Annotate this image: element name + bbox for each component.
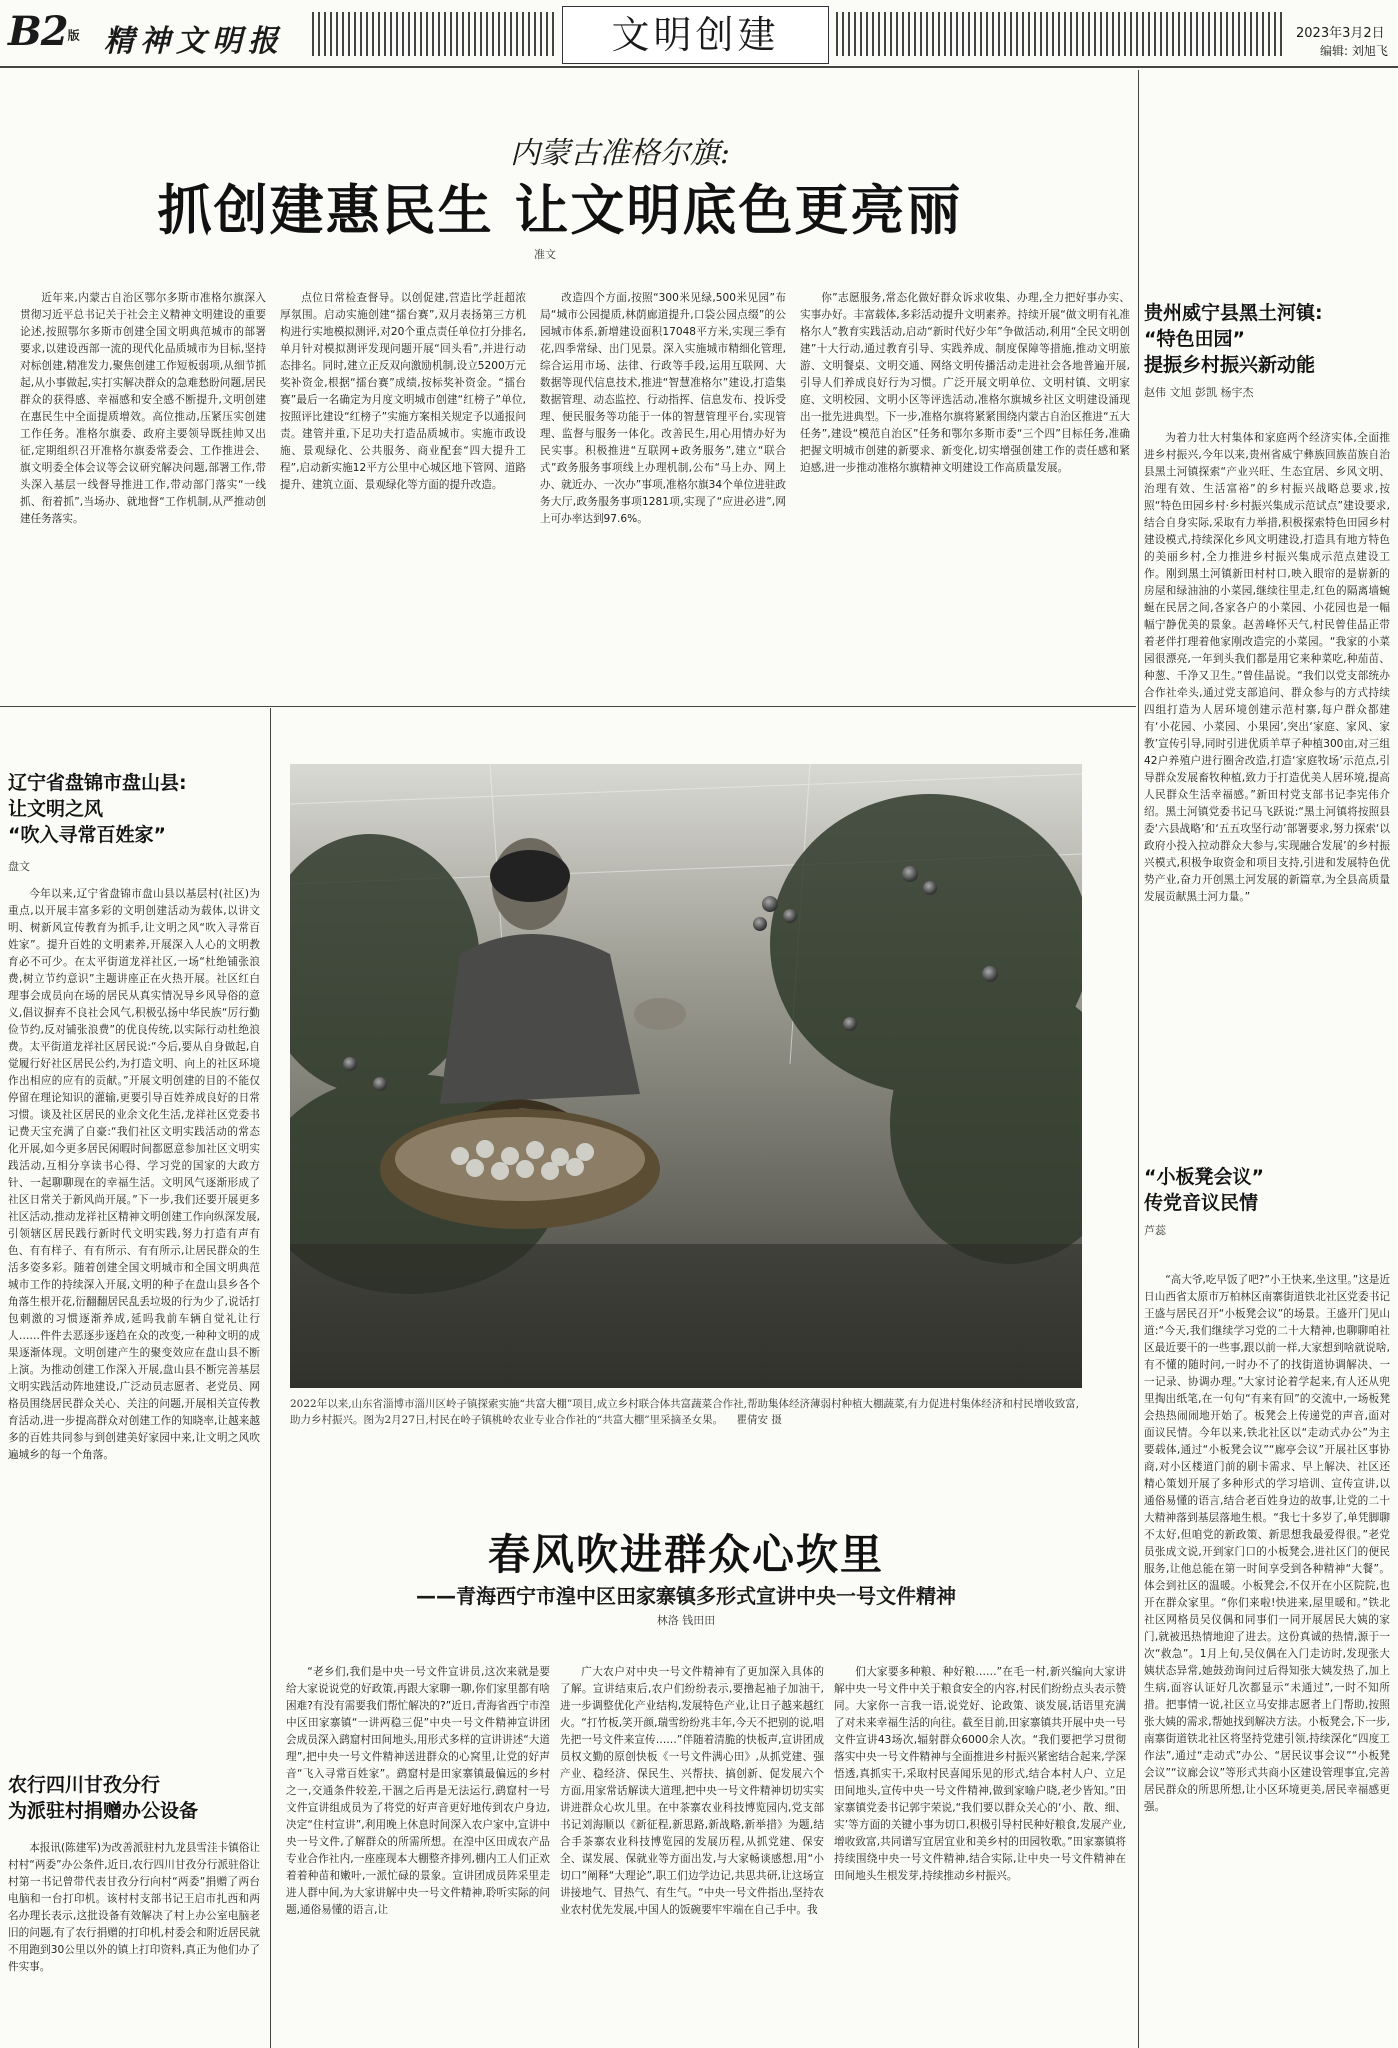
- bench-headline: [1144, 1164, 1390, 1216]
- masthead: [0, 0, 1398, 70]
- header-stripes: [312, 12, 554, 56]
- lead-column-1: 近年来,内蒙古自治区鄂尔多斯市准格尔旗深入贯彻习近平总书记关于社会主义精神文明建设的重要论述,按照鄂尔多斯市创建全国文明典范城市的部署要求,以建设西部一流的现代化品质城市为目标,坚持对标创建,精准发力,聚焦创建工作短板弱项,从细节抓起,从小事做起,实打实解决群众的急难愁盼问题,居民群众的获得感、幸福感和安全感不断提升,文明创建在惠民生中全面提质增效。高位推动,压紧压实创建工作任务。准格尔旗委、政府主要领导既挂帅又出征,定期组织召开准格尔旗委常委会、工作推进会、旗文明委全体会议等会议研究解决问题,部署工作,带头深入基层一线督导推进工作,带动部门落实“一线抓、衔着抓”,当场办、就地督“工作机制,从严推动创建任务落实。: [20, 292, 266, 525]
- photo-caption: [290, 1396, 1082, 1428]
- header-rule: [0, 66, 1398, 68]
- editor-credit: 编辑: 刘旭飞: [1320, 44, 1388, 58]
- lead-column-3: 改造四个方面,按照“300米见绿,500米见园”布局“城市公园提质,林荫廊道提升,口袋公园点缀”的公园城市体系,新增建设面积17048平方米,实现三季有花,四季常绿、出门见景。深入实施城市精细化管理,综合运用市场、法律、行政等手段,运用互联网、大数据等现代信息技术,推进“智慧准格尔”建设,打造集数据管理、动态监控、行动指挥、信息发布、投诉受理、便民服务等功能于一体的智慧管理平台,实现管理、监督与服务一体化。改善民生,用心用情办好为民实事。积极推进“互联网+政务服务”,建立“联合式”政务服务事项线上办理机制,公布“马上办、网上办、就近办、一次办”事项,准格尔旗34个单位进驻政务大厅,政务服务事项1281项,实现了“应进必进”,网上可办率达到97.6%。: [540, 292, 786, 525]
- left-column-divider: [270, 708, 271, 2048]
- paper-name: 精神文明报: [104, 24, 284, 59]
- lead-column-2: 点位日常检查督导。以创促建,营造比学赶超浓厚氛围。启动实施创建“擂台赛”,双月表扬第三方机构进行实地模拟测评,对20个重点责任单位打分排名,单月针对模拟测评发现问题开展“回头看”,并进行动态排名。同时,建立正反双向激励机制,设立5200万元奖补资金,根据“擂台赛”成绩,按标奖补资金。“擂台赛”最后一名确定为月度文明城市创建“红榜子”单位,按照评比建设“红榜子”实施方案相关规定予以通报问责。建管并重,下足功夫打造品质城市。实施市政设施、景观绿化、公共服务、商业配套“四大提升工程”,启动新实施12平方公里中心城区地下管网、道路提升、建筑立面、景观绿化等方面的提升改造。: [280, 292, 526, 491]
- bench-body: “高大爷,吃早饭了吧?”小王快来,坐这里。”这是近日山西省太原市万柏林区南寨街道铁北社区党委书记王盛与居民召开“小板凳会议”的场景。王盛开门见山道:“今天,我们继续学习党的二十大精神,也聊聊咱社区最近要干的一些事,跟以前一样,大家想到啥就说啥,有不懂的随时问,一时办不了的找街道协调解决、一一记录、协调办理。”大家讨论着学起来,有人还从兜里掏出纸笔,在一句句“有来有回”的交流中,一场板凳会热热闹闹地开始了。板凳会上传递党的声音,面对面议民情。今年以来,铁北社区以“走动式办公”为主要载体,通过“小板凳会议”“廊亭会议”开展社区事协商,对小区楼道门前的刷卡需求、早上解决、社区还精心策划开展了多种形式的学习培训、宣传宣讲,以通俗易懂的语言,结合老百姓身边的故事,让党的二十大精神落到基层落地生根。“我七十多岁了,单凭脚聊不太好,但咱党的新政策、新思想我最爱得很。”老党员张成文说,开到家门口的小板凳会,进社区门的便民服务,让他总能在第一时间享受到各种精神“大餐”。体会到社区的温暖。小板凳会,不仅开在小区院院,也开在群众家里。“你们来啦!快进来,屋里暖和。”铁北社区网格员吴仪偶和同事们一同开展居民大姨的家门,就被迅热情地迎了进去。这份真诚的热情,源于一次“救急”。1月上旬,吴仪偶在入门走访时,发现张大姨状态异常,她鼓劲询问过后得知张大姨发热了,加上生病,面容认证好几次都显示“未通过”,一时不知所措。把事情一说,社区立马安排志愿者上门帮助,按照张大姨的需求,帮她找到解决方法。小板凳会,下一步,南寨街道铁北社区将坚持党建引领,持续深化“四度工作法”,通过“走动式”办公、“居民议事会议”“小板凳会议”“议廊会议”等形式共商小区建设管理事宜,完善居民群众的所思所想,让小区环境更美,居民幸福感更强。: [1144, 1274, 1390, 1813]
- bench-headline-line2: 传党音议民情: [1144, 1192, 1259, 1214]
- liaoning-headline: [8, 770, 258, 848]
- guizhou-headline-line3: 提振乡村振兴新动能: [1144, 354, 1316, 376]
- liaoning-byline: 盘文: [8, 860, 30, 873]
- photo-credit: 瞿倩安 摄: [736, 1414, 782, 1426]
- guizhou-body: 为着力壮大村集体和家庭两个经济实体,全面推进乡村振兴,今年以来,贵州省威宁彝族回族苗族自治县黑土河镇探索“产业兴旺、生态宜居、乡风文明、治理有效、生活富裕”的乡村振兴战略总要求,按照“特色田园乡村·乡村振兴集成示范试点”建设要求,结合自身实际,采取有力举措,积极探索特色田园乡村建设模式,持续深化乡风文明建设,打造具有地方特色的美丽乡村,全力推进乡村振兴集成示范点建设工作。刚到黑土河镇新田村村口,映入眼帘的是崭新的房屋和绿油油的小菜园,继续往里走,红色的隔离墙蜿蜒在民居之间,各家各户的小菜园、小花园也是一幅幅宁静优美的景象。赵善峰怀天气,村民曾佳晶正带着老伴打理着他家刚改造完的小菜园。“我家的小菜园很漂亮,一年到头我们都是用它来种菜吃,种茄苗、种葱、千净又卫生。”曾佳晶说。“我们以党支部统办合作社牵头,通过党支部追问、群众参与的方式持续四组打造为人居环境创建示范村寨,每户群众都建有‘小花园、小菜园、小果园’,突出‘家庭、家风、家教’宣传引导,同时引进优质羊草子种植300亩,对三组42户养殖户进行圈舍改造,打造‘家庭牧场’示范点,引导群众发展畜牧种植,致力于打造优美人居环境,提高人民群众生活幸福感。”新田村党支部书记李宪伟介绍。黑土河镇党委书记马飞跃说:“黑土河镇将按照县委‘六县战略’和‘五五攻坚行动’部署要求,努力探索‘以政府小投入拉动群众大参与,实现融合发展’的乡村振兴模式,积极争取资金和项目支持,引进和发展特色优势产业,奋力开创黑土河发展的新篇章,为全县高质量发展贡献黑土河力量。”: [1144, 432, 1390, 903]
- qinghai-column-1: “老乡们,我们是中央一号文件宣讲员,这次来就是要给大家说说党的好政策,再跟大家聊一聊,你们家里都有啥困难?有没有需要我们帮忙解决的?”近日,青海省西宁市湟中区田家寨镇“一讲两稳三促”中央一号文件精神宣讲团会成员深入鹞窟村田间地头,用形式多样的宣讲讲述“大道理”,把中央一号文件精神送进群众的心窝里,让党的好声音“飞入寻常百姓家”。鹞窟村是田家寨镇最偏远的乡村之一,交通条件较差,干涸之后再是无法运行,鹞窟村一号文件宣讲组成员为了将党的好声音更好地传到农户身边,决定“住村宣讲”,利用晚上休息时间深入农户家中,宣讲中央一号文件,了解群众的所需所想。在湟中区田成农产品专业合作社内,一座座现本大棚整齐排列,棚内工人们正欢着着种苗和嫩叶,一派忙碌的景象。宣讲团成员阵采里走进人群中间,为大家讲解中央一号文件精神,聆听实际的问题,通俗易懂的语言,让: [286, 1666, 550, 1916]
- photo-caption-text: 2022年以来,山东省淄博市淄川区岭子镇探索实施“共富大棚”项目,成立乡村联合体共富蔬菜合作社,帮助集体经济薄弱村种植大棚蔬菜,有力促进村集体经济和村民增收致富,助力乡村振兴。图为2月27日,村民在岭子镇桃岭农业专业合作社的“共富大棚”里采摘圣女果。: [290, 1398, 1080, 1426]
- qinghai-column-3: 们大家要多种粮、种好粮……”在毛一村,新兴编向大家讲解中央一号文件中关于粮食安全的内容,村民们纷纷点头表示赞同。大家你一言我一语,说党好、论政策、谈发展,话语里充满了对未来幸福生活的向往。截至目前,田家寨镇共开展中央一号文件宣讲43场次,辐射群众6000余人次。“我们要把学习贯彻落实中央一号文件精神与全面推进乡村振兴紧密结合起来,学深悟透,真抓实干,采取村民喜闻乐见的形式,结合本村人户、立足田间地头,宣传中央一号文件精神,做到家喻户晓,老少皆知。”田家寨镇党委书记郭宇荣说,“我们要以群众关心的‘小、散、细、实’等方面的关键小事为切口,积极引导村民种好粮食,发展产业,增收致富,共同谱写宜居宜业和美乡村的田园牧歌。”田家寨镇将持续围绕中央一号文件精神,结合实际,让中央一号文件精神在田间地头生根发芽,持续推动乡村振兴。: [834, 1666, 1126, 1882]
- qinghai-byline: 林洛 钱田田: [656, 1614, 716, 1627]
- liaoning-body: 今年以来,辽宁省盘锦市盘山县以基层村(社区)为重点,以开展丰富多彩的文明创建活动为载体,以讲文明、树新风宣传教育为抓手,让文明之风“吹入寻常百姓家”。提升百姓的文明素养,开展深入人心的文明教育必不可少。在太平街道龙祥社区,一场“杜绝铺张浪费,树立节约意识”主题讲座正在火热开展。社区红白理事会成员向在场的居民从真实情况导乡风导俗的意义,倡议摒弃不良社会风气,积极弘扬中华民族“厉行勤俭节约,反对铺张浪费”的优良传统,以实际行动杜绝浪费。太平街道龙祥社区居民说:“今后,要从自身做起,自觉履行好社区居民公约,为打造文明、向上的社区环境作出相应的应有的贡献。”开展文明创建的目的不能仅停留在理论知识的灌输,更要引导百姓养成良好的日常习惯。谈及社区居民的业余文化生活,龙祥社区党委书记费天宝充满了自豪:“我们社区文明实践活动的常态化开展,如今更多居民闲暇时间都愿意参加社区文明实践活动,互相分享读书心得、学习党的国家的大政方针、一起聊聊现在的幸福生活。文明风气逐渐形成了社区日常关于新风尚开展。”下一步,我们还要开展更多社区活动,推动龙祥社区精神文明创建工作向纵深发展,引领辖区居民践行新时代文明实践,努力打造有声有色、有有样子、有有所示、有有所示,让居民群众的生活多姿多彩。随着创建全国文明城市和全国文明典范城市工作的持续深入开展,文明的种子在盘山县乡各个角落生根开花,衍翻翻居民乱丢垃圾的行为少了,说话打包刺激的习惯逐渐养成,延吗我前车辆自觉礼让行人……件件去恶逐步逐趋在众的改变,一种种文明的成果逐渐体现。文明创建产生的聚变效应在盘山县不断上演。为推动创建工作深入开展,盘山县不断完善基层文明实践活动阵地建设,广泛动员志愿者、老党员、网格员围绕居民群众关心、关注的问题,开展相关宣传教育活动,进一步提高群众对创建工作的知晓率,让越来越多的百姓共同参与到创建美好家园中来,让文明之风吹遍城乡的每一个角落。: [8, 888, 260, 1461]
- page-suffix: 版: [67, 28, 79, 43]
- guizhou-headline: [1144, 300, 1390, 378]
- guizhou-byline: 赵伟 文旭 彭凯 杨宇杰: [1144, 386, 1254, 399]
- agribank-headline-line2: 为派驻村捐赠办公设备: [8, 1800, 199, 1822]
- liaoning-headline-line2: 让文明之风: [8, 798, 104, 820]
- liaoning-headline-line3: “吹入寻常百姓家”: [8, 824, 166, 846]
- guizhou-headline-line2: “特色田园”: [1144, 328, 1245, 350]
- liaoning-headline-line1: 辽宁省盘锦市盘山县:: [8, 772, 187, 794]
- issue-date: 2023年3月2日: [1296, 26, 1385, 41]
- lead-kicker: 内蒙古准格尔旗:: [509, 136, 731, 171]
- guizhou-headline-line1: 贵州威宁县黑土河镇:: [1144, 302, 1323, 324]
- section-title: 文明创建: [562, 6, 829, 64]
- agribank-headline: [8, 1772, 260, 1824]
- qinghai-column-2: 广大农户对中央一号文件精神有了更加深入具体的了解。宣讲结束后,农户们纷纷表示,要撸起袖子加油干,进一步调整优化产业结构,发展特色产业,让日子越来越红火。“打竹板,笑开颜,瑞雪纷纷兆丰年,今天不把别的说,唱先把一号文件来宣传……”伴随着清脆的快板声,宣讲团成员权文勤的原创快板《一号文件满心田》,从抓党建、强产业、稳经济、保民生、兴帮扶、搞创新、促发展六个方面,用家常话解读大道理,把中央一号文件精神切切实实讲进群众心坎儿里。在中茶寨农业科技博览园内,党支部书记刘海顺以《新征程,新思路,新战略,新举措》为题,结合手茶寨农业科技博览园的发展历程,从抓党建、保安全、谋发展、保就业等方面出发,与大家畅谈感想,用“小切口”阐释“大理论”,职工们边学边记,共思共研,让这场宣讲接地气、冒热气、有生气。“中央一号文件指出,坚持农业农村优先发展,中国人的饭碗要牢牢端在自己手中。我: [560, 1666, 824, 1916]
- bench-headline-line1: “小板凳会议”: [1144, 1166, 1264, 1188]
- greenhouse-photo-illustration: [290, 764, 1082, 1388]
- agribank-body: 本报讯(陈建军)为改善派驻村九龙县雪洼卡镇俗让村村“两委”办公条件,近日,农行四川甘孜分行派驻俗让村第一书记曾带代表甘孜分行向村“两委”捐赠了两台电脑和一台打印机。该村村支部书记王启市扎西和两名办理长表示,这批设备有效解决了村上办公室电脑老旧的问题,有了农行捐赠的打印机,村委会和附近居民就不用跑到30公里以外的镇上打印资料,真正为他们办了件实事。: [8, 1842, 260, 1973]
- page-number: B2版: [8, 8, 79, 55]
- header-stripes-right: [836, 12, 1286, 56]
- bench-byline: 芦蕊: [1144, 1224, 1166, 1237]
- lead-headline: 抓创建惠民生 让文明底色更亮丽: [157, 179, 963, 242]
- lead-byline: 准文: [534, 248, 556, 261]
- lead-column-4: 你”志愿服务,常态化做好群众诉求收集、办理,全力把好事办实、实事办好。丰富载体,多彩活动提升文明素养。持续开展“做文明有礼准格尔人”教育实践活动,启动“新时代好少年”争做活动,利用“全民文明创建”十大行动,通过教育引导、实践养成、制度保障等措施,推动文明旅游、文明餐桌、文明交通、网络文明传播活动走进社会各地普遍开展,引导人们养成良好行为习惯。广泛开展文明单位、文明村镇、文明家庭、文明校园、文明小区等评选活动,准格尔旗城乡社区文明建设涌现出一批先进典型。下一步,准格尔旗将紧紧围绕内蒙古自治区推进“五大任务”,建设“模范自治区”任务和鄂尔多斯市委“三个四”目标任务,准确把握文明城市创建的新要求、新变化,切实增强创建工作的责任感和紧迫感,进一步推动准格尔旗精神文明建设工作高质量发展。: [800, 292, 1130, 474]
- agribank-headline-line1: 农行四川甘孜分行: [8, 1774, 161, 1796]
- qinghai-subtitle: ——青海西宁市湟中区田家寨镇多形式宣讲中央一号文件精神: [416, 1584, 956, 1608]
- qinghai-headline: 春风吹进群众心坎里: [487, 1530, 884, 1579]
- news-photo: [290, 764, 1082, 1388]
- right-column-divider: [1138, 70, 1139, 2048]
- lead-bottom-rule: [0, 706, 1136, 707]
